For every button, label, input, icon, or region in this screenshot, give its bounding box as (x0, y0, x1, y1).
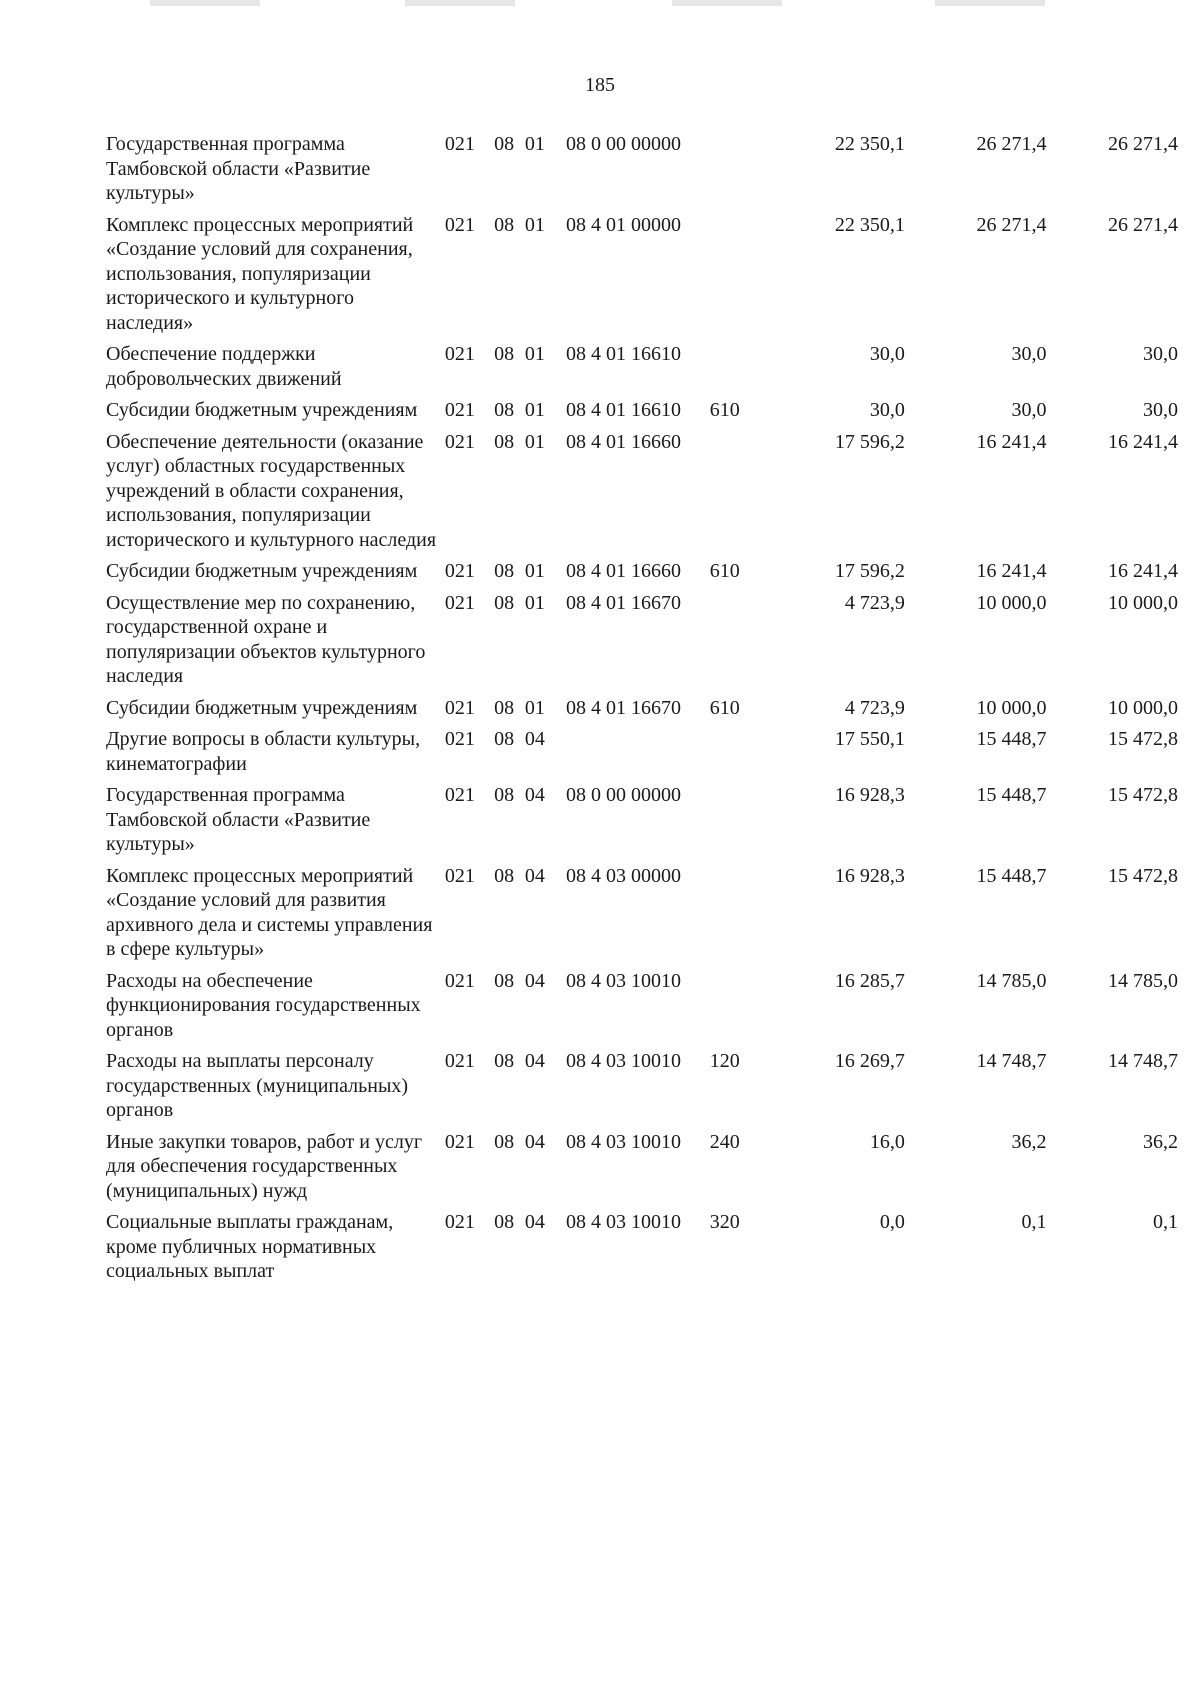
item-amount-year-1: 4 723,9 (844, 591, 905, 614)
item-name: Осуществление мер по сохранению, государственной охране и популяризации объектов культурного наследия (106, 591, 426, 687)
item-amount-year-2: 15 448,7 (976, 864, 1047, 887)
item-section-code: 08 (494, 133, 515, 155)
item-section-code: 08 (494, 1050, 515, 1072)
item-amount-year-3: 10 000,0 (1108, 591, 1178, 614)
table-row (106, 213, 1178, 343)
item-amount-year-3: 15 472,8 (1108, 864, 1178, 887)
item-name: Комплекс процессных мероприятий «Создание условий для развития архивного дела и системы управления в сфере культуры» (106, 864, 433, 960)
item-amount-year-3: 10 000,0 (1108, 696, 1178, 719)
item-name: Государственная программа Тамбовской области «Развитие культуры» (106, 133, 371, 204)
item-amount-year-1: 22 350,1 (834, 213, 905, 236)
item-expense-type (710, 969, 751, 1050)
item-amount-year-1: 0,0 (879, 1211, 905, 1233)
item-subsection-code: 04 (524, 728, 545, 750)
item-ved-code: 021 (444, 343, 475, 365)
item-section-code: 08 (494, 696, 515, 719)
item-expense-type: 240 (709, 1130, 740, 1153)
item-amount-year-3: 30,0 (1143, 399, 1178, 421)
item-name: Субсидии бюджетным учреждениям (106, 399, 418, 421)
item-section-code: 08 (494, 728, 515, 750)
item-ved-code: 021 (444, 696, 475, 719)
item-amount-year-3: 16 241,4 (1108, 430, 1178, 453)
item-amount-year-1: 16 928,3 (834, 784, 905, 806)
item-target-article: 08 0 00 00000 (565, 133, 681, 155)
item-amount-year-3: 36,2 (1143, 1130, 1178, 1153)
item-name: Комплекс процессных мероприятий «Создание условий для сохранения, использования, популяризации исторического и культурного наследия» (106, 213, 414, 334)
item-target-article (566, 727, 710, 783)
table-row (106, 783, 1178, 864)
budget-table (106, 132, 1178, 1291)
item-section-code: 08 (494, 343, 515, 365)
table-row (106, 132, 1178, 213)
item-ved-code: 021 (444, 1130, 475, 1153)
item-amount-year-2: 30,0 (1011, 343, 1047, 365)
item-target-article: 08 4 01 16670 (565, 696, 681, 719)
item-target-article: 08 4 01 16660 (565, 560, 681, 582)
item-amount-year-2: 26 271,4 (976, 133, 1047, 155)
item-name: Социальные выплаты гражданам, кроме публичных нормативных социальных выплат (106, 1211, 394, 1282)
item-target-article: 08 4 01 16660 (565, 430, 681, 453)
item-subsection-code: 04 (524, 1211, 545, 1233)
item-amount-year-2: 26 271,4 (976, 213, 1047, 236)
item-subsection-code: 04 (524, 969, 545, 992)
item-amount-year-1: 17 596,2 (834, 430, 905, 453)
item-subsection-code: 01 (524, 696, 545, 719)
item-expense-type (710, 342, 751, 398)
item-expense-type: 320 (709, 1211, 740, 1233)
item-amount-year-3: 16 241,4 (1108, 560, 1178, 582)
item-expense-type: 610 (709, 696, 740, 719)
item-amount-year-1: 16 928,3 (834, 864, 905, 887)
item-section-code: 08 (494, 560, 515, 582)
table-row (106, 342, 1178, 398)
item-subsection-code: 04 (524, 1130, 545, 1153)
item-ved-code: 021 (444, 560, 475, 582)
item-target-article: 08 4 03 10010 (565, 1211, 681, 1233)
item-name: Субсидии бюджетным учреждениям (106, 560, 418, 582)
item-amount-year-2: 15 448,7 (976, 728, 1047, 750)
table-row (106, 559, 1178, 591)
item-name: Субсидии бюджетным учреждениям (106, 696, 418, 719)
item-amount-year-1: 4 723,9 (844, 696, 905, 719)
item-amount-year-2: 16 241,4 (976, 430, 1047, 453)
item-amount-year-1: 17 550,1 (834, 728, 905, 750)
table-row (106, 864, 1178, 969)
table-row (106, 1210, 1178, 1291)
item-amount-year-3: 26 271,4 (1108, 133, 1178, 155)
item-expense-type (710, 132, 751, 213)
item-subsection-code: 01 (524, 343, 545, 365)
item-amount-year-2: 14 748,7 (976, 1050, 1047, 1072)
item-expense-type (710, 783, 751, 864)
item-target-article: 08 4 03 00000 (565, 864, 681, 887)
scan-artifact (405, 0, 515, 6)
item-ved-code: 021 (444, 1211, 475, 1233)
item-amount-year-3: 14 748,7 (1108, 1050, 1178, 1072)
item-section-code: 08 (494, 399, 515, 421)
item-amount-year-2: 36,2 (1011, 1130, 1047, 1153)
item-section-code: 08 (494, 969, 515, 992)
item-subsection-code: 04 (524, 864, 545, 887)
item-amount-year-1: 17 596,2 (834, 560, 905, 582)
item-section-code: 08 (494, 213, 515, 236)
item-target-article: 08 4 01 16610 (565, 343, 681, 365)
item-amount-year-2: 10 000,0 (976, 696, 1047, 719)
item-ved-code: 021 (444, 1050, 475, 1072)
item-amount-year-3: 26 271,4 (1108, 213, 1178, 236)
item-amount-year-2: 10 000,0 (976, 591, 1047, 614)
item-subsection-code: 04 (524, 784, 545, 806)
item-ved-code: 021 (444, 969, 475, 992)
item-expense-type: 610 (709, 560, 740, 582)
item-amount-year-3: 0,1 (1153, 1211, 1178, 1233)
scan-artifact (935, 0, 1045, 6)
item-name: Иные закупки товаров, работ и услуг для обеспечения государственных (муниципальных) нужд (106, 1130, 423, 1202)
item-amount-year-2: 16 241,4 (976, 560, 1047, 582)
scan-artifact (672, 0, 782, 6)
table-row (106, 591, 1178, 696)
item-amount-year-1: 30,0 (869, 343, 905, 365)
table-row (106, 430, 1178, 560)
table-row (106, 398, 1178, 430)
scan-artifact (150, 0, 260, 6)
item-target-article: 08 4 01 00000 (565, 213, 681, 236)
item-amount-year-1: 16 285,7 (834, 969, 905, 992)
item-target-article: 08 0 00 00000 (565, 784, 681, 806)
item-subsection-code: 01 (524, 591, 545, 614)
item-section-code: 08 (494, 1130, 515, 1153)
item-amount-year-3: 14 785,0 (1108, 969, 1178, 992)
item-expense-type (710, 727, 751, 783)
item-expense-type: 610 (709, 399, 740, 421)
table-row (106, 727, 1178, 783)
item-expense-type (710, 864, 751, 969)
item-expense-type (710, 213, 751, 343)
item-section-code: 08 (494, 591, 515, 614)
item-target-article: 08 4 03 10010 (565, 1130, 681, 1153)
item-ved-code: 021 (444, 399, 475, 421)
item-amount-year-1: 16,0 (869, 1130, 905, 1153)
item-subsection-code: 01 (524, 133, 545, 155)
item-name: Государственная программа Тамбовской области «Развитие культуры» (106, 784, 371, 855)
item-subsection-code: 01 (524, 560, 545, 582)
item-name: Обеспечение поддержки добровольческих движений (106, 343, 342, 390)
item-subsection-code: 01 (524, 399, 545, 421)
item-ved-code: 021 (444, 784, 475, 806)
item-amount-year-1: 16 269,7 (834, 1050, 905, 1072)
item-name: Расходы на выплаты персоналу государственных (муниципальных) органов (106, 1050, 409, 1121)
item-subsection-code: 04 (524, 1050, 545, 1072)
item-target-article: 08 4 01 16670 (565, 591, 681, 614)
item-expense-type (710, 430, 751, 560)
item-expense-type (710, 591, 751, 696)
item-amount-year-2: 14 785,0 (976, 969, 1047, 992)
item-name: Расходы на обеспечение функционирования государственных органов (106, 969, 421, 1041)
item-ved-code: 021 (444, 591, 475, 614)
item-amount-year-2: 0,1 (1021, 1211, 1047, 1233)
item-target-article: 08 4 03 10010 (565, 969, 681, 992)
page-number: 185 (585, 74, 615, 96)
item-amount-year-2: 30,0 (1011, 399, 1047, 421)
item-expense-type: 120 (709, 1050, 740, 1072)
item-section-code: 08 (494, 864, 515, 887)
table-row (106, 969, 1178, 1050)
item-subsection-code: 01 (524, 213, 545, 236)
item-section-code: 08 (494, 1211, 515, 1233)
item-subsection-code: 01 (524, 430, 545, 453)
table-body (106, 132, 1178, 1291)
item-ved-code: 021 (444, 864, 475, 887)
item-target-article: 08 4 01 16610 (565, 399, 681, 421)
item-name: Другие вопросы в области культуры, кинематографии (106, 728, 421, 775)
item-section-code: 08 (494, 784, 515, 806)
item-section-code: 08 (494, 430, 515, 453)
item-ved-code: 021 (444, 213, 475, 236)
item-amount-year-2: 15 448,7 (976, 784, 1047, 806)
item-ved-code: 021 (444, 728, 475, 750)
item-amount-year-1: 30,0 (869, 399, 905, 421)
item-ved-code: 021 (444, 430, 475, 453)
table-row (106, 1130, 1178, 1211)
item-amount-year-3: 15 472,8 (1108, 728, 1178, 750)
item-amount-year-1: 22 350,1 (834, 133, 905, 155)
item-name: Обеспечение деятельности (оказание услуг) областных государственных учреждений в области сохранения, использования, популяризации исторического и культурного наследия (106, 430, 437, 551)
table-row (106, 696, 1178, 728)
table-row (106, 1049, 1178, 1130)
item-amount-year-3: 15 472,8 (1108, 784, 1178, 806)
item-ved-code: 021 (444, 133, 475, 155)
item-target-article: 08 4 03 10010 (565, 1050, 681, 1072)
item-amount-year-3: 30,0 (1143, 343, 1178, 365)
